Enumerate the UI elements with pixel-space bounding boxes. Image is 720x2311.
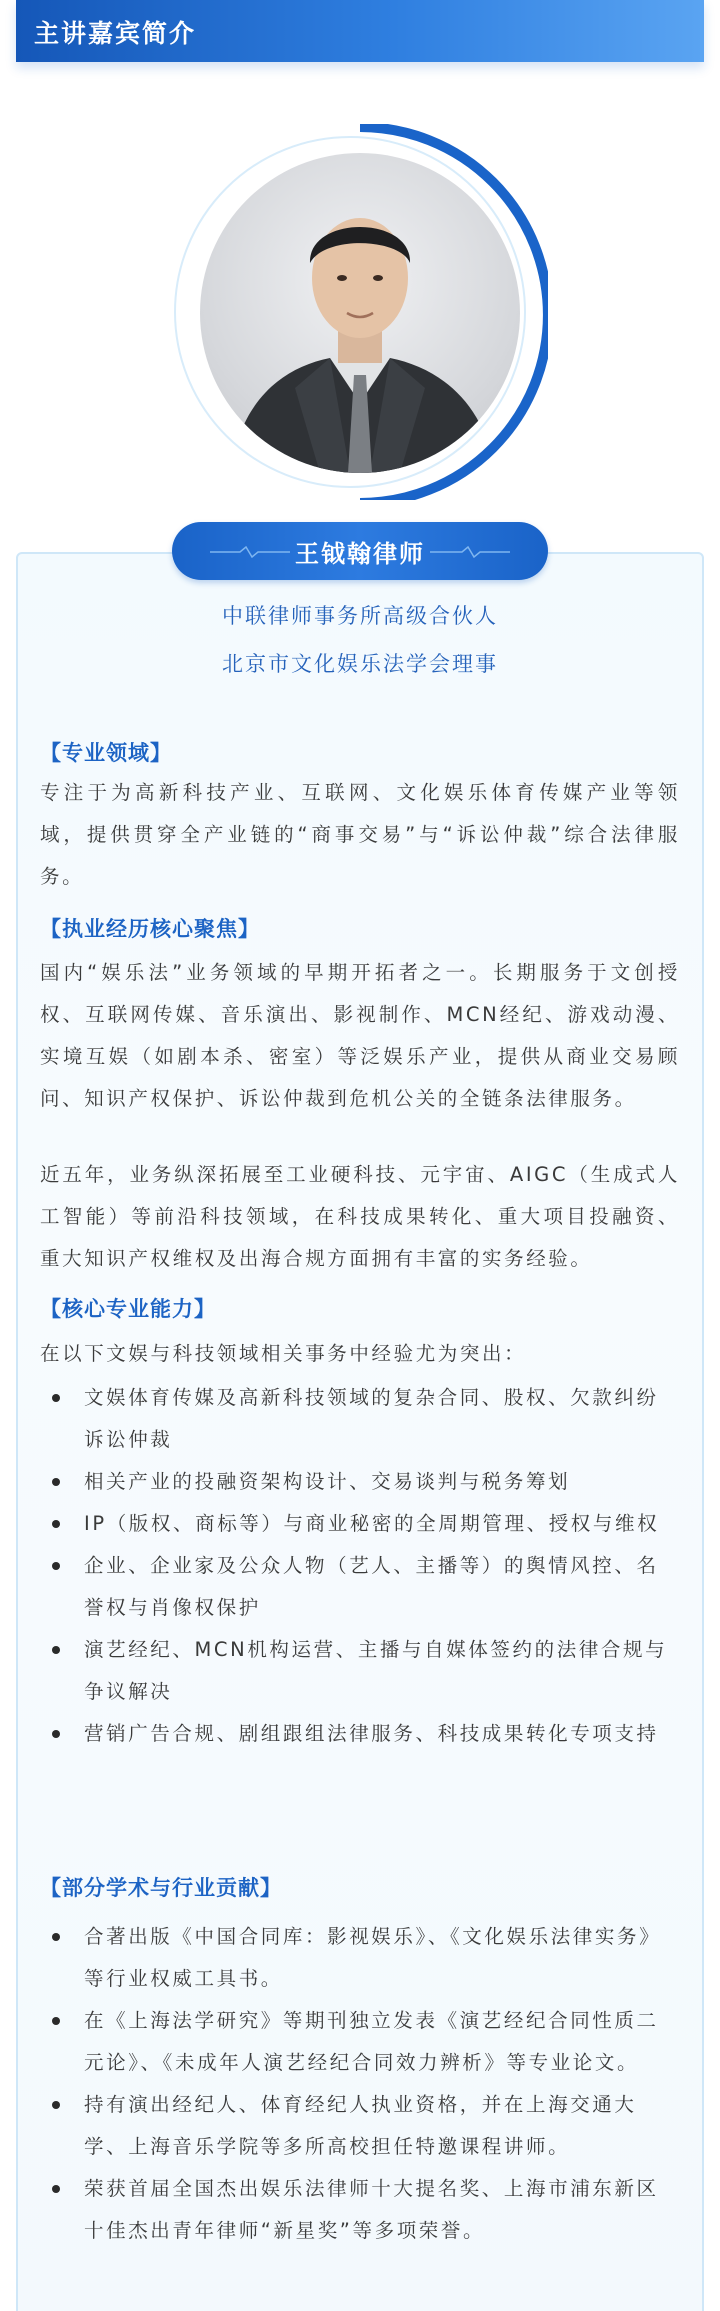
speaker-title-2: 北京市文化娱乐法学会理事: [222, 652, 498, 676]
list-item: 合著出版《中国合同库：影视娱乐》、《文化娱乐法律实务》等行业权威工具书。: [40, 1916, 680, 2000]
speaker-title-1: 中联律师事务所高级合伙人: [222, 604, 498, 628]
capabilities-intro: 在以下文娱与科技领域相关事务中经验尤为突出：: [40, 1342, 527, 1365]
list-item: 营销广告合规、剧组跟组法律服务、科技成果转化专项支持: [40, 1713, 680, 1755]
list-item: 在《上海法学研究》等期刊独立发表《演艺经纪合同性质二元论》、《未成年人演艺经纪合同效力辨析》等专业论文。: [40, 2000, 680, 2084]
speaker-photo: [200, 153, 520, 473]
section-title: 主讲嘉宾简介: [34, 19, 197, 48]
list-item: 演艺经纪、MCN机构运营、主播与自媒体签约的法律合规与争议解决: [40, 1629, 680, 1713]
list-item: 企业、企业家及公众人物（艺人、主播等）的舆情风控、名誉权与肖像权保护: [40, 1545, 680, 1629]
section-header-bar: [16, 0, 704, 62]
capabilities-heading: 【核心专业能力】: [40, 1297, 216, 1321]
right-wave-ornament: [430, 546, 510, 558]
expertise-heading: 【专业领域】: [40, 741, 172, 765]
list-item: 相关产业的投融资架构设计、交易谈判与税务筹划: [40, 1461, 680, 1503]
list-item: 持有演出经纪人、体育经纪人执业资格，并在上海交通大学、上海音乐学院等多所高校担任特邀课程讲师。: [40, 2084, 680, 2168]
contributions-heading: 【部分学术与行业贡献】: [40, 1876, 282, 1900]
experience-paragraph-1: 国内“娱乐法”业务领域的早期开拓者之一。长期服务于文创授权、互联网传媒、音乐演出、影视制作、MCN经纪、游戏动漫、实境互娱（如剧本杀、密室）等泛娱乐产业，提供从商业交易顾问、知识产权保护、诉讼仲裁到危机公关的全链条法律服务。: [40, 961, 680, 1110]
list-item: 荣获首届全国杰出娱乐法律师十大提名奖、上海市浦东新区十佳杰出青年律师“新星奖”等多项荣誉。: [40, 2168, 680, 2252]
experience-paragraph-2: 近五年，业务纵深拓展至工业硬科技、元宇宙、AIGC（生成式人工智能）等前沿科技领域，在科技成果转化、重大项目投融资、重大知识产权维权及出海合规方面拥有丰富的实务经验。: [40, 1163, 680, 1270]
speaker-portrait-frame: [172, 124, 548, 500]
list-item: 文娱体育传媒及高新科技领域的复杂合同、股权、欠款纠纷诉讼仲裁: [40, 1377, 680, 1461]
capabilities-list: [40, 1377, 680, 1755]
expertise-paragraph: 专注于为高新科技产业、互联网、文化娱乐体育传媒产业等领域，提供贯穿全产业链的“商事交易”与“诉讼仲裁”综合法律服务。: [40, 781, 680, 888]
speaker-name: 王钺翰律师: [295, 540, 425, 568]
list-item: IP（版权、商标等）与商业秘密的全周期管理、授权与维权: [40, 1503, 680, 1545]
speaker-photo-illustration: [200, 153, 520, 473]
experience-heading: 【执业经历核心聚焦】: [40, 917, 260, 941]
speaker-name-badge: [172, 522, 548, 580]
contributions-list: [40, 1916, 680, 2252]
